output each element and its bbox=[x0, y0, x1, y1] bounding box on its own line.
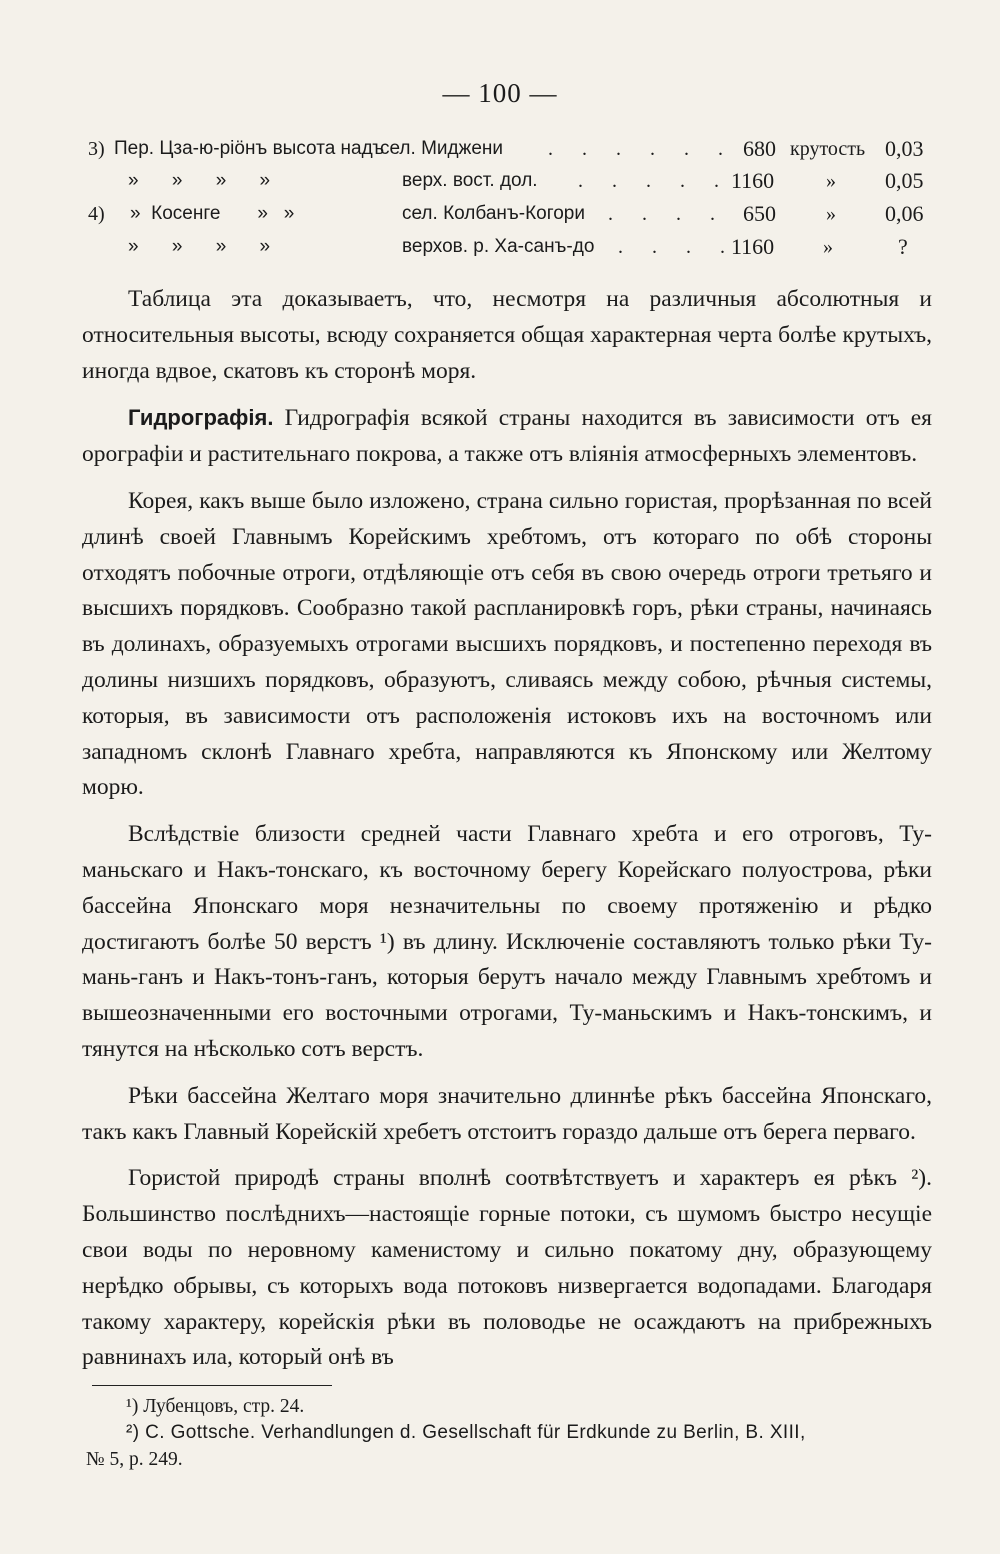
table-row bbox=[88, 199, 933, 229]
row-point: верхов. р. Ха-санъ-до bbox=[402, 236, 595, 257]
row-place: » » » » bbox=[128, 170, 271, 191]
row-slope-label: » bbox=[826, 170, 836, 192]
row-slope-value: 0,05 bbox=[885, 168, 924, 193]
paragraph-text: Гидрографiя всякой страны находится въ зависимости отъ ея орографiи и растительнаго покрова, а также отъ влiянiя атмосферныхъ элементовъ. bbox=[82, 405, 932, 468]
footnote-2-continued: № 5, p. 249. bbox=[86, 1449, 183, 1470]
table-row bbox=[88, 134, 933, 164]
table-row bbox=[88, 232, 933, 262]
footnote-2: ²) C. Gottsche. Verhandlungen d. Gesellschaft für Erdkunde zu Berlin, B. XIII, bbox=[126, 1422, 806, 1443]
footnote-1: ¹) Лубенцовъ, стр. 24. bbox=[126, 1396, 305, 1417]
row-slope-value: 0,06 bbox=[885, 201, 924, 226]
row-height: 680 bbox=[743, 136, 776, 161]
row-point: сел. Колбанъ-Когори bbox=[402, 203, 585, 224]
table-row bbox=[88, 166, 933, 196]
row-number: 3) bbox=[88, 138, 105, 160]
paragraph: Рѣки бассейна Желтаго моря значительно длиннѣе рѣкъ бассейна Японскаго, такъ какъ Главный Корейскiй хребетъ отстоитъ гораздо дальше отъ берега перваго. bbox=[82, 1082, 932, 1145]
row-leader: . . . . bbox=[608, 203, 727, 225]
row-slope-label: » bbox=[826, 203, 836, 225]
row-leader: . . . . . bbox=[578, 170, 731, 192]
row-slope-value: ? bbox=[898, 234, 908, 259]
row-place: Пер. Цза-ю-рiöнъ высота надъ bbox=[114, 138, 385, 159]
row-slope-value: 0,03 bbox=[885, 136, 924, 161]
row-leader: . . . . . . bbox=[548, 138, 735, 160]
row-number: 4) bbox=[88, 203, 105, 225]
row-height: 1160 bbox=[731, 168, 775, 193]
row-slope-label: крутость bbox=[790, 138, 866, 160]
row-leader: . . . . bbox=[618, 236, 737, 258]
paragraph: Корея, какъ выше было изложено, страна сильно гористая, прорѣзанная по всей длинѣ своей Главнымъ Корейскимъ хребтомъ, отъ котораго по обѣ стороны отходятъ побочные отроги, отдѣляющiе отъ себя въ свою очередь отроги третьяго и высшихъ порядковъ. Сообразно такой распланировкѣ горъ, рѣки страны, начинаясь въ долинахъ, образуемыхъ отрогами высшихъ порядковъ, и постепенно переходя въ долины низшихъ порядковъ, образуютъ, сливаясь между собою, рѣчныя системы, которыя, въ зависимости отъ расположенiя истоковъ ихъ на восточномъ или западномъ склонѣ Главнаго хребта, направляются къ Японскому или Желтому морю. bbox=[82, 487, 932, 801]
main-text bbox=[82, 282, 932, 1387]
row-point: сел. Миджени bbox=[380, 138, 503, 159]
row-height: 650 bbox=[743, 201, 776, 226]
row-slope-label: » bbox=[823, 236, 833, 258]
paragraph bbox=[82, 400, 932, 473]
row-place: » » » » bbox=[128, 236, 271, 257]
paragraph: Таблица эта доказываетъ, что, несмотря на различныя абсолютныя и относительныя высоты, всюду сохраняется общая характерная черта болѣе крутыхъ, иногда вдвое, скатовъ къ сторонѣ моря. bbox=[82, 286, 932, 384]
paragraph: Вслѣдствiе близости средней части Главнаго хребта и его отроговъ, Ту-маньскаго и Накъ-тонскаго, къ восточному берегу Корейскаго полуострова, рѣки бассейна Японскаго моря незначительны по своему протяженiю и рѣдко достигаютъ болѣе 50 верстъ ¹) въ длину. Исключенiе составляютъ только рѣки Ту-мань-ганъ и Накъ-тонъ-ганъ, которыя берутъ начало между Главнымъ хребтомъ и вышеозначенными его восточными отрогами, Ту-маньскимъ и Накъ-тонскимъ, и тянутся на нѣсколько сотъ верстъ. bbox=[82, 821, 932, 1062]
row-place: » Косенге » » bbox=[130, 203, 295, 224]
paragraph: Гористой природѣ страны вполнѣ соотвѣтствуетъ и характеръ ея рѣкъ ²). Большинство послѣднихъ—настоящiе горные потоки, съ шумомъ быстро несущiе свои воды по неровному каменистому и сильно покатому дну, образующему нерѣдко обрывы, съ которыхъ вода потоковъ низвергается водопадами. Благодаря такому характеру, корейскiя рѣки въ половодье не осаждаютъ на прибрежныхъ равнинахъ ила, который онѣ въ bbox=[82, 1165, 932, 1371]
page-number: — 100 — bbox=[442, 78, 558, 108]
footnote-divider bbox=[92, 1385, 332, 1386]
row-point: верх. вост. дол. bbox=[402, 170, 538, 191]
section-heading: Гидрографiя. bbox=[128, 405, 274, 431]
row-height: 1160 bbox=[731, 234, 775, 259]
